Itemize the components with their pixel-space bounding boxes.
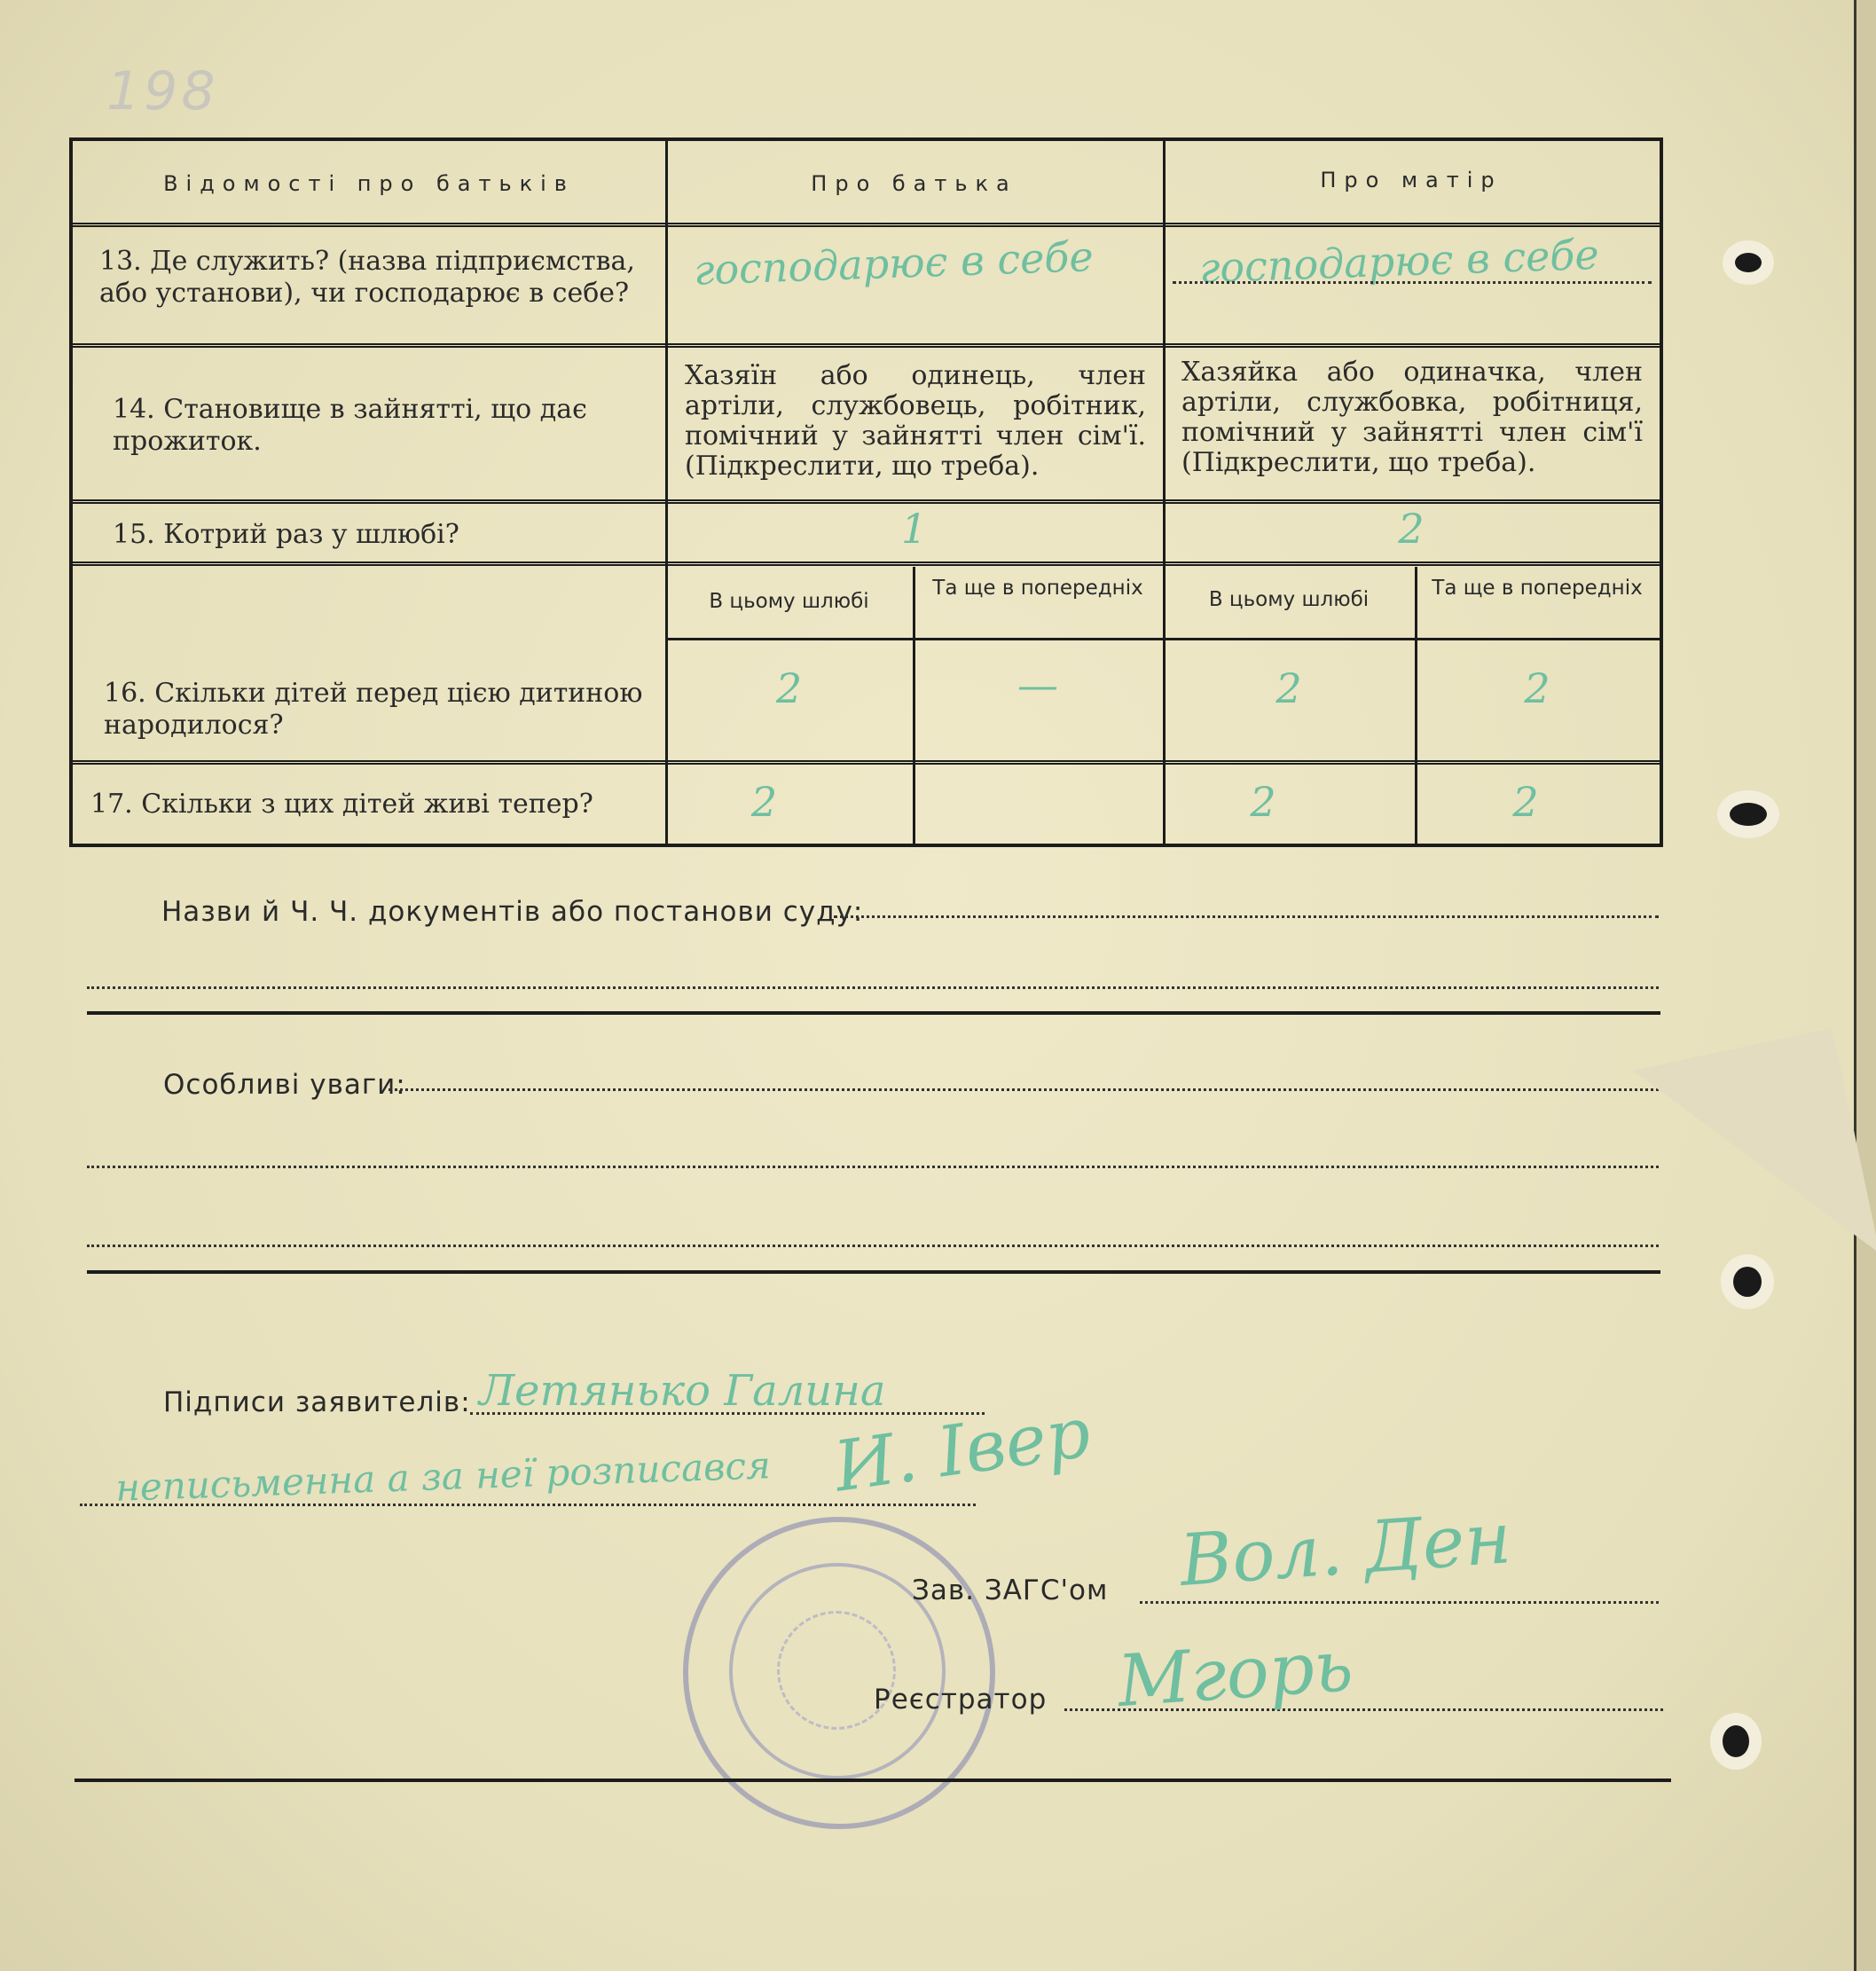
row15-mother-value: 2 (1398, 505, 1425, 553)
registrar-signature: Мгорь (1115, 1623, 1356, 1724)
row16-label: 16. Скільки дітей перед цією дитиною народилося? (104, 678, 643, 741)
header-parents-info: Відомості про батьків (163, 171, 575, 196)
documents-line-2 (87, 986, 1659, 989)
remarks-rule (87, 1270, 1660, 1274)
zags-signature-line (1140, 1601, 1659, 1604)
folded-corner (1632, 1028, 1876, 1296)
page-edge (1854, 0, 1876, 1971)
row16-father-prev: — (1017, 661, 1058, 709)
row13-mother-line (1173, 281, 1652, 284)
subheader-mother-this: В цьому шлюбі (1208, 588, 1370, 611)
row16-mother-prev: 2 (1524, 664, 1550, 712)
remarks-label: Особливі уваги: (163, 1069, 406, 1101)
documents-rule (87, 1011, 1660, 1015)
row17-father-this: 2 (750, 778, 778, 826)
row-divider-13 (73, 343, 1660, 348)
row13-father-value: господарює в себе (693, 232, 1095, 294)
row14-father-options: Хазяїн або одинець, член артіли, службовець, робітник, помічний у зайнятті член сім'ї. (Підкреслити, що треба). (685, 360, 1146, 482)
row-divider-16 (73, 760, 1660, 765)
applicant-initials: И. Івер (829, 1393, 1095, 1508)
subheader-father-this: В цьому шлюбі (709, 590, 869, 613)
col-divider-2 (1163, 141, 1166, 844)
row16-father-this: 2 (775, 664, 803, 712)
documents-label: Назви й Ч. Ч. документів або постанови суду: (161, 896, 864, 928)
remarks-line-2 (87, 1166, 1659, 1168)
row-divider-header (73, 223, 1660, 227)
applicant-note: неписьменна а за неї розписався (114, 1443, 772, 1510)
row17-mother-this: 2 (1250, 778, 1276, 826)
row13-label: 13. Де служить? (назва підприємства, або установи), чи господарює в себе? (99, 246, 635, 309)
binding-hole-2 (1730, 803, 1767, 826)
row-divider-14 (73, 499, 1660, 504)
header-father: Про батька (811, 171, 1017, 196)
zags-label: Зав. ЗАГС'ом (912, 1574, 1109, 1606)
col-divider-1 (665, 141, 668, 844)
row16-mother-this: 2 (1276, 664, 1302, 712)
archive-number: 198 (106, 60, 219, 122)
signatures-label: Підписи заявителів: (163, 1386, 471, 1418)
subheader-mother-prev: Та ще в попередніх (1432, 577, 1643, 600)
row17-mother-prev: 2 (1512, 778, 1539, 826)
zags-signature: Вол. Ден (1177, 1496, 1514, 1602)
applicant-signature: Летянько Галина (479, 1366, 886, 1416)
remarks-line-1 (389, 1088, 1659, 1091)
row15-father-value: 1 (900, 505, 928, 553)
official-stamp (683, 1517, 995, 1829)
documents-line-1 (834, 915, 1659, 918)
binding-hole-4 (1723, 1725, 1749, 1757)
remarks-line-3 (87, 1245, 1659, 1247)
row14-mother-options: Хазяйка або одиначка, член артіли, службовка, робітниця, помічний у зайнятті член сім'ї (Підкреслити, що треба). (1181, 357, 1643, 478)
row-divider-subheader (665, 638, 1660, 640)
binding-hole-1 (1735, 253, 1762, 272)
subheader-father-prev: Та ще в попередніх (932, 577, 1143, 600)
row14-label: 14. Становище в зайнятті, що дає прожиток. (113, 394, 587, 457)
header-mother: Про матір (1320, 168, 1503, 192)
bottom-rule (75, 1779, 1671, 1782)
row-divider-15 (73, 561, 1660, 566)
row13-mother-value: господарює в себе (1198, 230, 1600, 293)
parents-info-table (69, 137, 1663, 847)
row17-label: 17. Скільки з цих дітей живі тепер? (90, 789, 593, 820)
binding-hole-3 (1733, 1267, 1762, 1297)
registrar-label: Реєстратор (874, 1684, 1048, 1716)
row15-label: 15. Котрий раз у шлюбі? (113, 519, 459, 550)
